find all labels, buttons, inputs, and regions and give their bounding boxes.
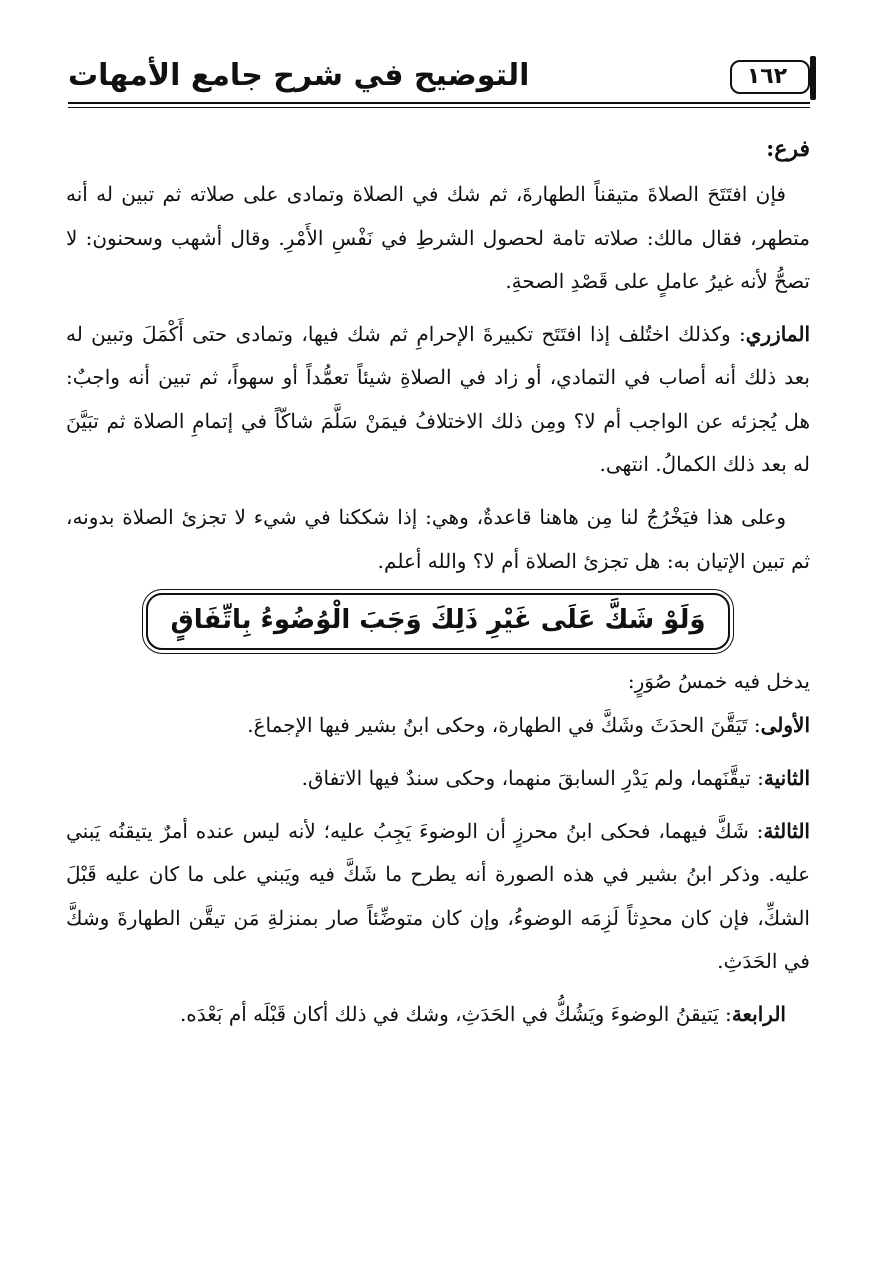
header-rule xyxy=(68,102,810,104)
page-header xyxy=(68,56,810,102)
running-title: التوضيح في شرح جامع الأمهات xyxy=(68,58,530,93)
far3-heading: فرع: xyxy=(766,136,810,162)
header-rule-thin xyxy=(68,107,810,108)
paragraph-8-text: : يَتيقنُ الوضوءَ ويَشُكُّ في الحَدَثِ، وشك في ذلك أكان قَبْلَه أم بَعْدَه. xyxy=(179,1002,732,1027)
paragraph-5 xyxy=(66,704,810,747)
label-third: الثالثة xyxy=(763,819,810,844)
matn-frame xyxy=(66,593,810,650)
page-number-box xyxy=(730,60,810,94)
paragraph-8 xyxy=(66,993,810,1036)
paragraph-5-text: : تَيَقَّنَ الحدَثَ وشَكَّ في الطهارة، وحكى ابنُ بشير فيها الإجماعَ. xyxy=(247,712,761,737)
paragraph-7-text: : شَكَّ فيهما، فحكى ابنُ محرزٍ أن الوضوءَ يَجِبُ عليه؛ لأنه ليس عنده أمرٌ يتيقنُه يَبني عليه. وذكر ابنُ بشير في هذه الصورة أنه يطرح ما شَكَّ فيه ويَبني على ما كان عليه قَبْلَ الشكِّ، فإن كان محدِثاً لَزِمَه الوضوءُ، وإن كان متوضِّئاً صار بمنزلةِ مَن تيقَّن الطهارةَ وشكَّ في الحَدَثِ. xyxy=(66,819,811,974)
paragraph-6 xyxy=(66,757,810,800)
paragraph-2 xyxy=(66,313,810,486)
paragraph-6-text: : تيقَّنَهما، ولم يَدْرِ السابقَ منهما، وحكى سندٌ فيها الاتفاق. xyxy=(301,765,764,790)
paragraph-4: يدخل فيه خمسُ صُوَرٍ: xyxy=(627,669,810,694)
paragraph-1: فإن افتَتَحَ الصلاةَ متيقناً الطهارةَ، ثم شك في الصلاة وتمادى على صلاته ثم تبين له أنه متطهر، فقال مالك: صلاته تامة لحصول الشرطِ في نَفْسِ الأَمْرِ. وقال أشهب وسحنون: لا تصحُّ لأنه غيرُ عاملٍ على قَصْدِ الصحةِ. xyxy=(66,182,810,293)
label-mazari: المازري xyxy=(745,322,810,347)
label-second: الثانية xyxy=(763,765,810,790)
main-text xyxy=(66,128,810,1047)
label-fourth: الرابعة xyxy=(731,1002,786,1027)
paragraph-2-text: : وكذلك اختُلف إذا افتَتَح تكبيرةَ الإحرامِ ثم شك فيها، وتمادى حتى أَكْمَلَ وتبين له بعد ذلك أنه أصاب في التمادي، أو زاد في الصلاةِ شيئاً تعمُّداً أو سهواً، ثم تبين أنه واجبٌ: هل يُجزئه عن الواجب أم لا؟ ومِن ذلك الاختلافُ فيمَنْ سَلَّمَ شاكّاً في إتمامِ الصلاة ثم تبَيَّنَ له بعد ذلك الكمالُ. انتهى. xyxy=(66,322,810,477)
matn-text: وَلَوْ شَكَّ عَلَى غَيْرِ ذَلِكَ وَجَبَ الْوُضُوءُ بِاتِّفَاقٍ xyxy=(146,593,729,650)
paragraph-3: وعلى هذا فيَخْرُجُ لنا مِن هاهنا قاعدةٌ، وهي: إذا شككنا في شيء لا تجزئ الصلاة بدونه، ثم تبين الإتيان به: هل تجزئ الصلاة أم لا؟ والله أعلم. xyxy=(66,505,810,573)
label-first: الأولى xyxy=(760,712,810,737)
paragraph-7 xyxy=(66,810,810,983)
page-number: ١٦٢ xyxy=(746,64,788,89)
